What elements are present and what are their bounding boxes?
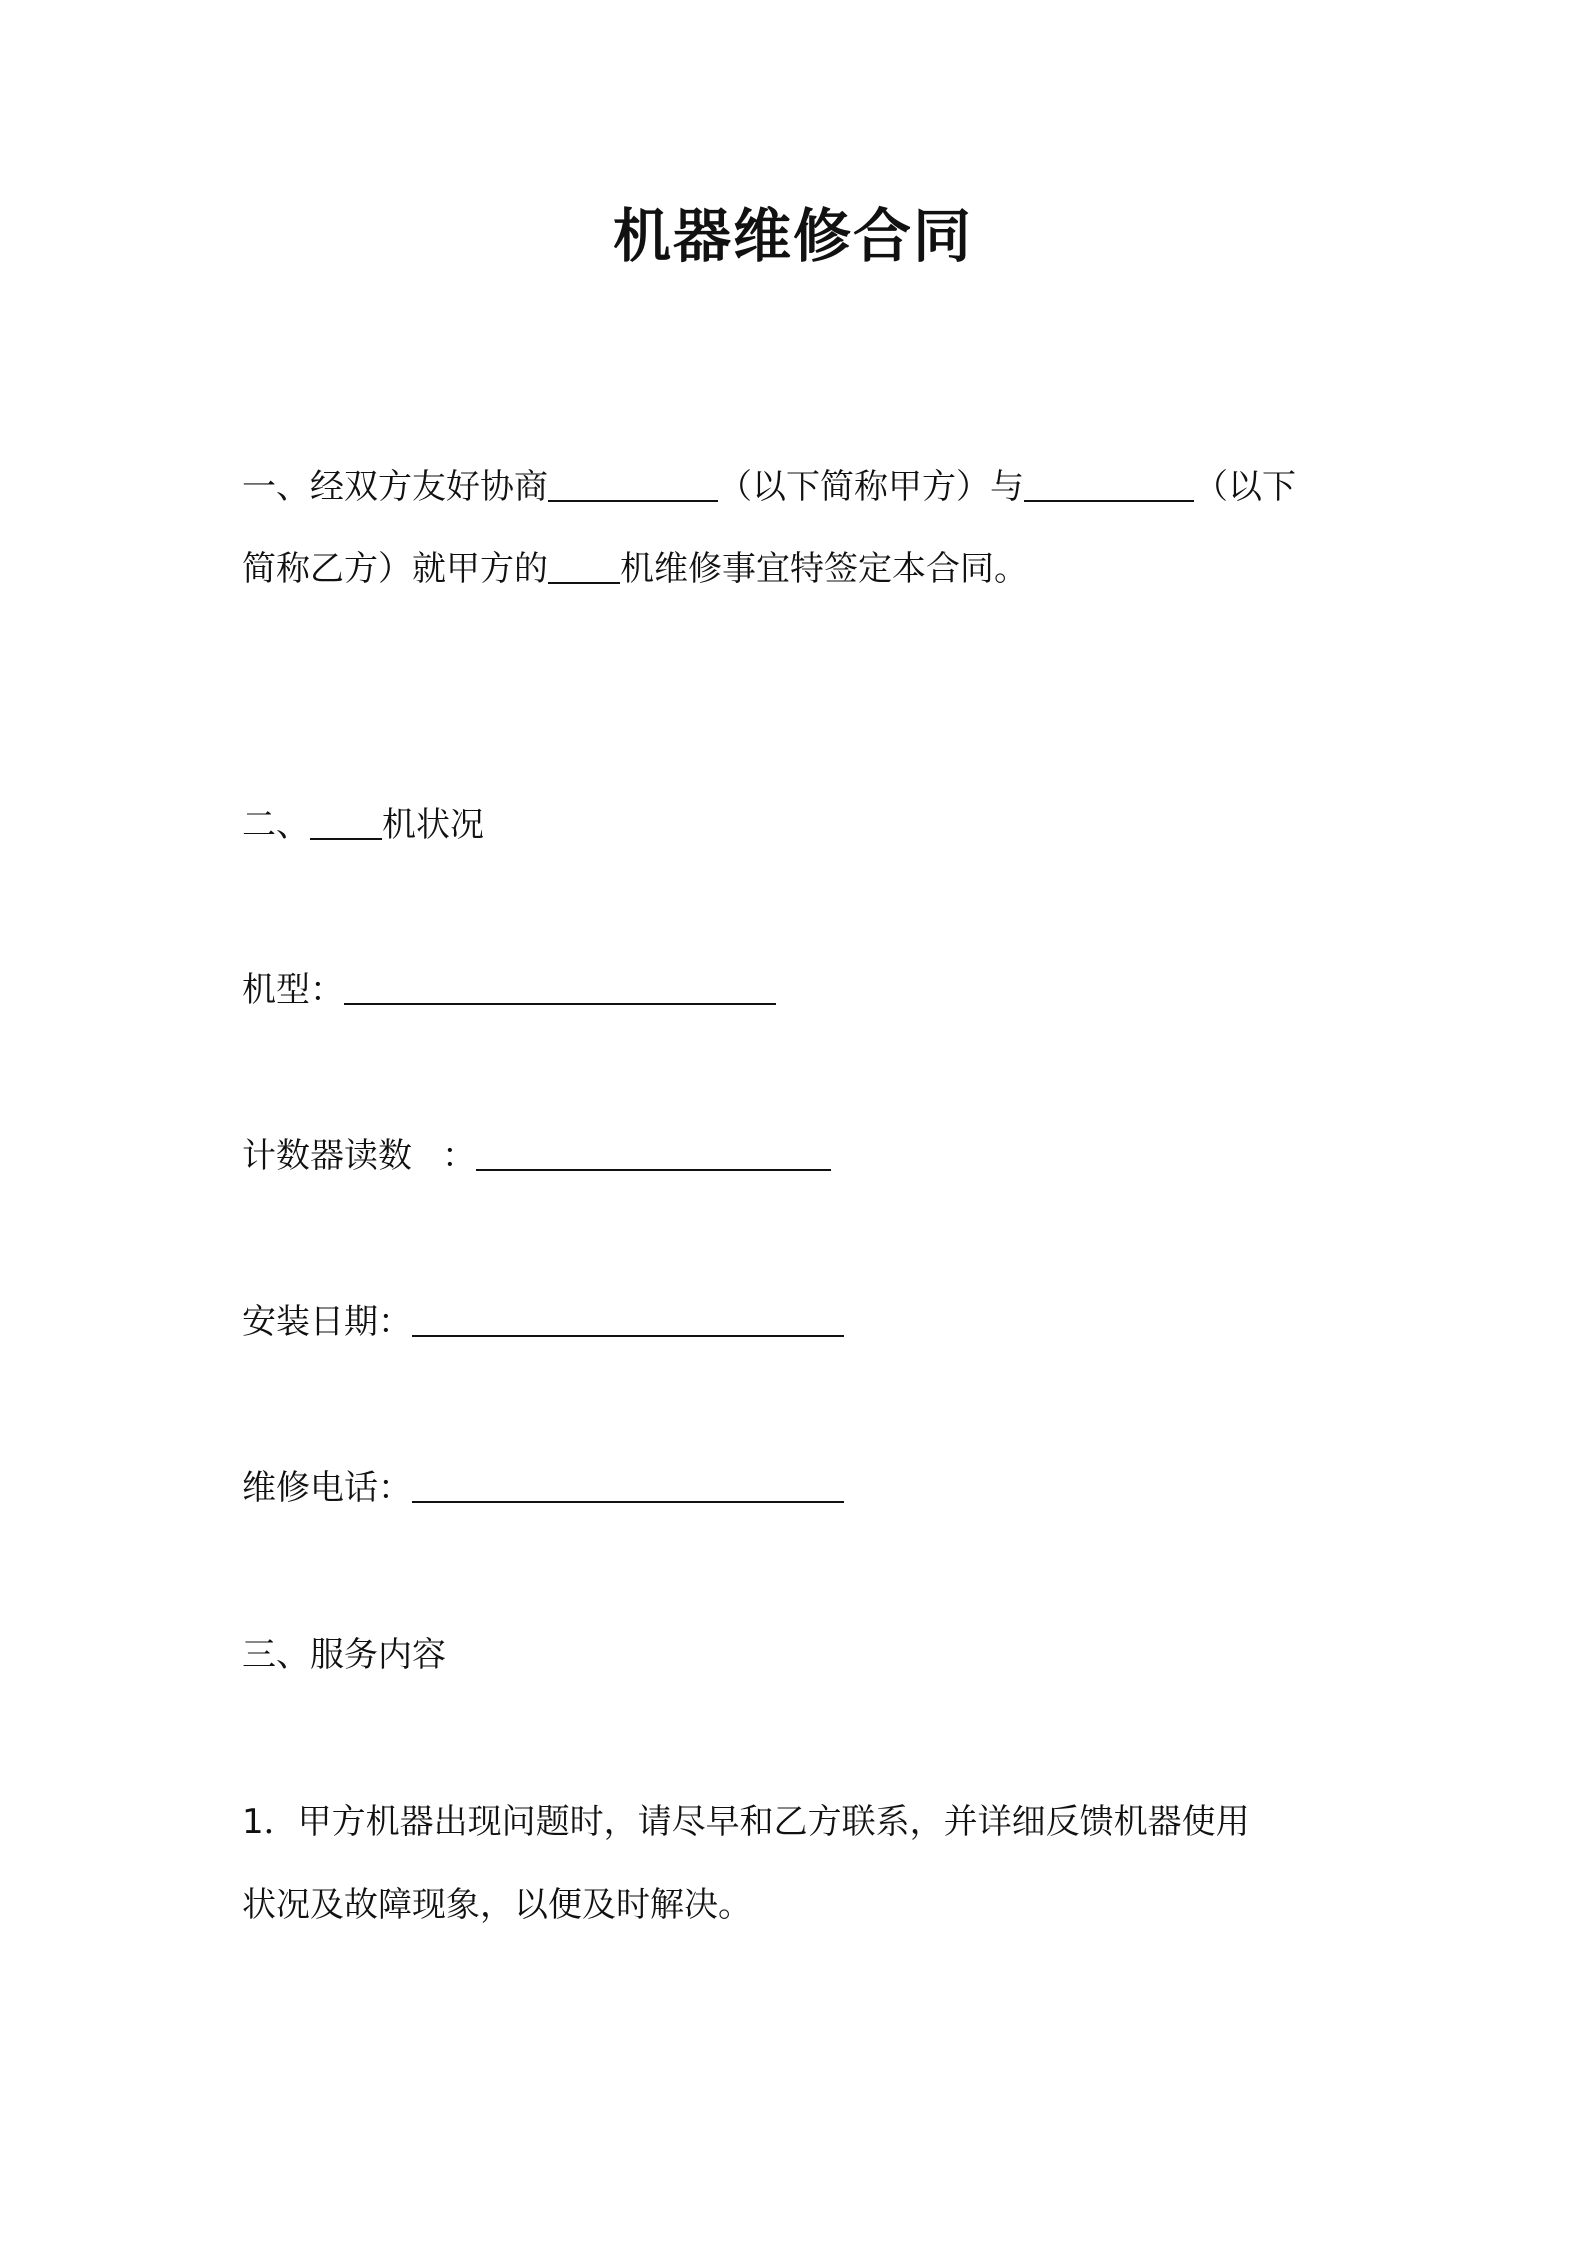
section3-heading: 三、服务内容: [242, 1635, 446, 1675]
counter-row: [242, 1131, 831, 1181]
counter-blank[interactable]: [476, 1133, 831, 1171]
repair-phone-row: [242, 1463, 844, 1513]
repair-phone-blank[interactable]: [412, 1465, 844, 1503]
section3-item1-line2: 状况及故障现象，以便及时解决。: [242, 1885, 752, 1925]
party-b-blank[interactable]: [1024, 464, 1194, 502]
section2-heading-prefix: 二、: [242, 805, 310, 845]
install-date-blank[interactable]: [412, 1299, 844, 1337]
install-date-row: [242, 1297, 844, 1347]
section2-heading-suffix: 机状况: [382, 805, 484, 845]
install-date-label: 安装日期：: [242, 1302, 412, 1342]
model-row: [242, 965, 776, 1015]
section2-machine-blank[interactable]: [310, 802, 382, 840]
party-a-blank[interactable]: [548, 464, 718, 502]
contract-title: 机器维修合同: [612, 202, 973, 270]
party-a-suffix: （以下简称甲方）与: [718, 467, 1024, 507]
repair-phone-label: 维修电话：: [242, 1468, 412, 1508]
model-blank[interactable]: [344, 967, 776, 1005]
section2-heading: [242, 800, 484, 850]
machine-type-blank[interactable]: [548, 546, 620, 584]
counter-colon: ：: [442, 1136, 476, 1176]
counter-label: 计数器读数: [242, 1136, 412, 1176]
model-label: 机型：: [242, 970, 344, 1010]
section1-line2-start: 简称乙方）就甲方的: [242, 549, 548, 589]
section1-line2-end: 机维修事宜特签定本合同。: [620, 549, 1028, 589]
section1-line1: [242, 462, 1296, 512]
section1-line2: [242, 544, 1028, 594]
party-b-suffix: （以下: [1194, 467, 1296, 507]
section3-item1-line1: 1．甲方机器出现问题时，请尽早和乙方联系，并详细反馈机器使用: [242, 1802, 1250, 1842]
section1-intro: 一、经双方友好协商: [242, 467, 548, 507]
